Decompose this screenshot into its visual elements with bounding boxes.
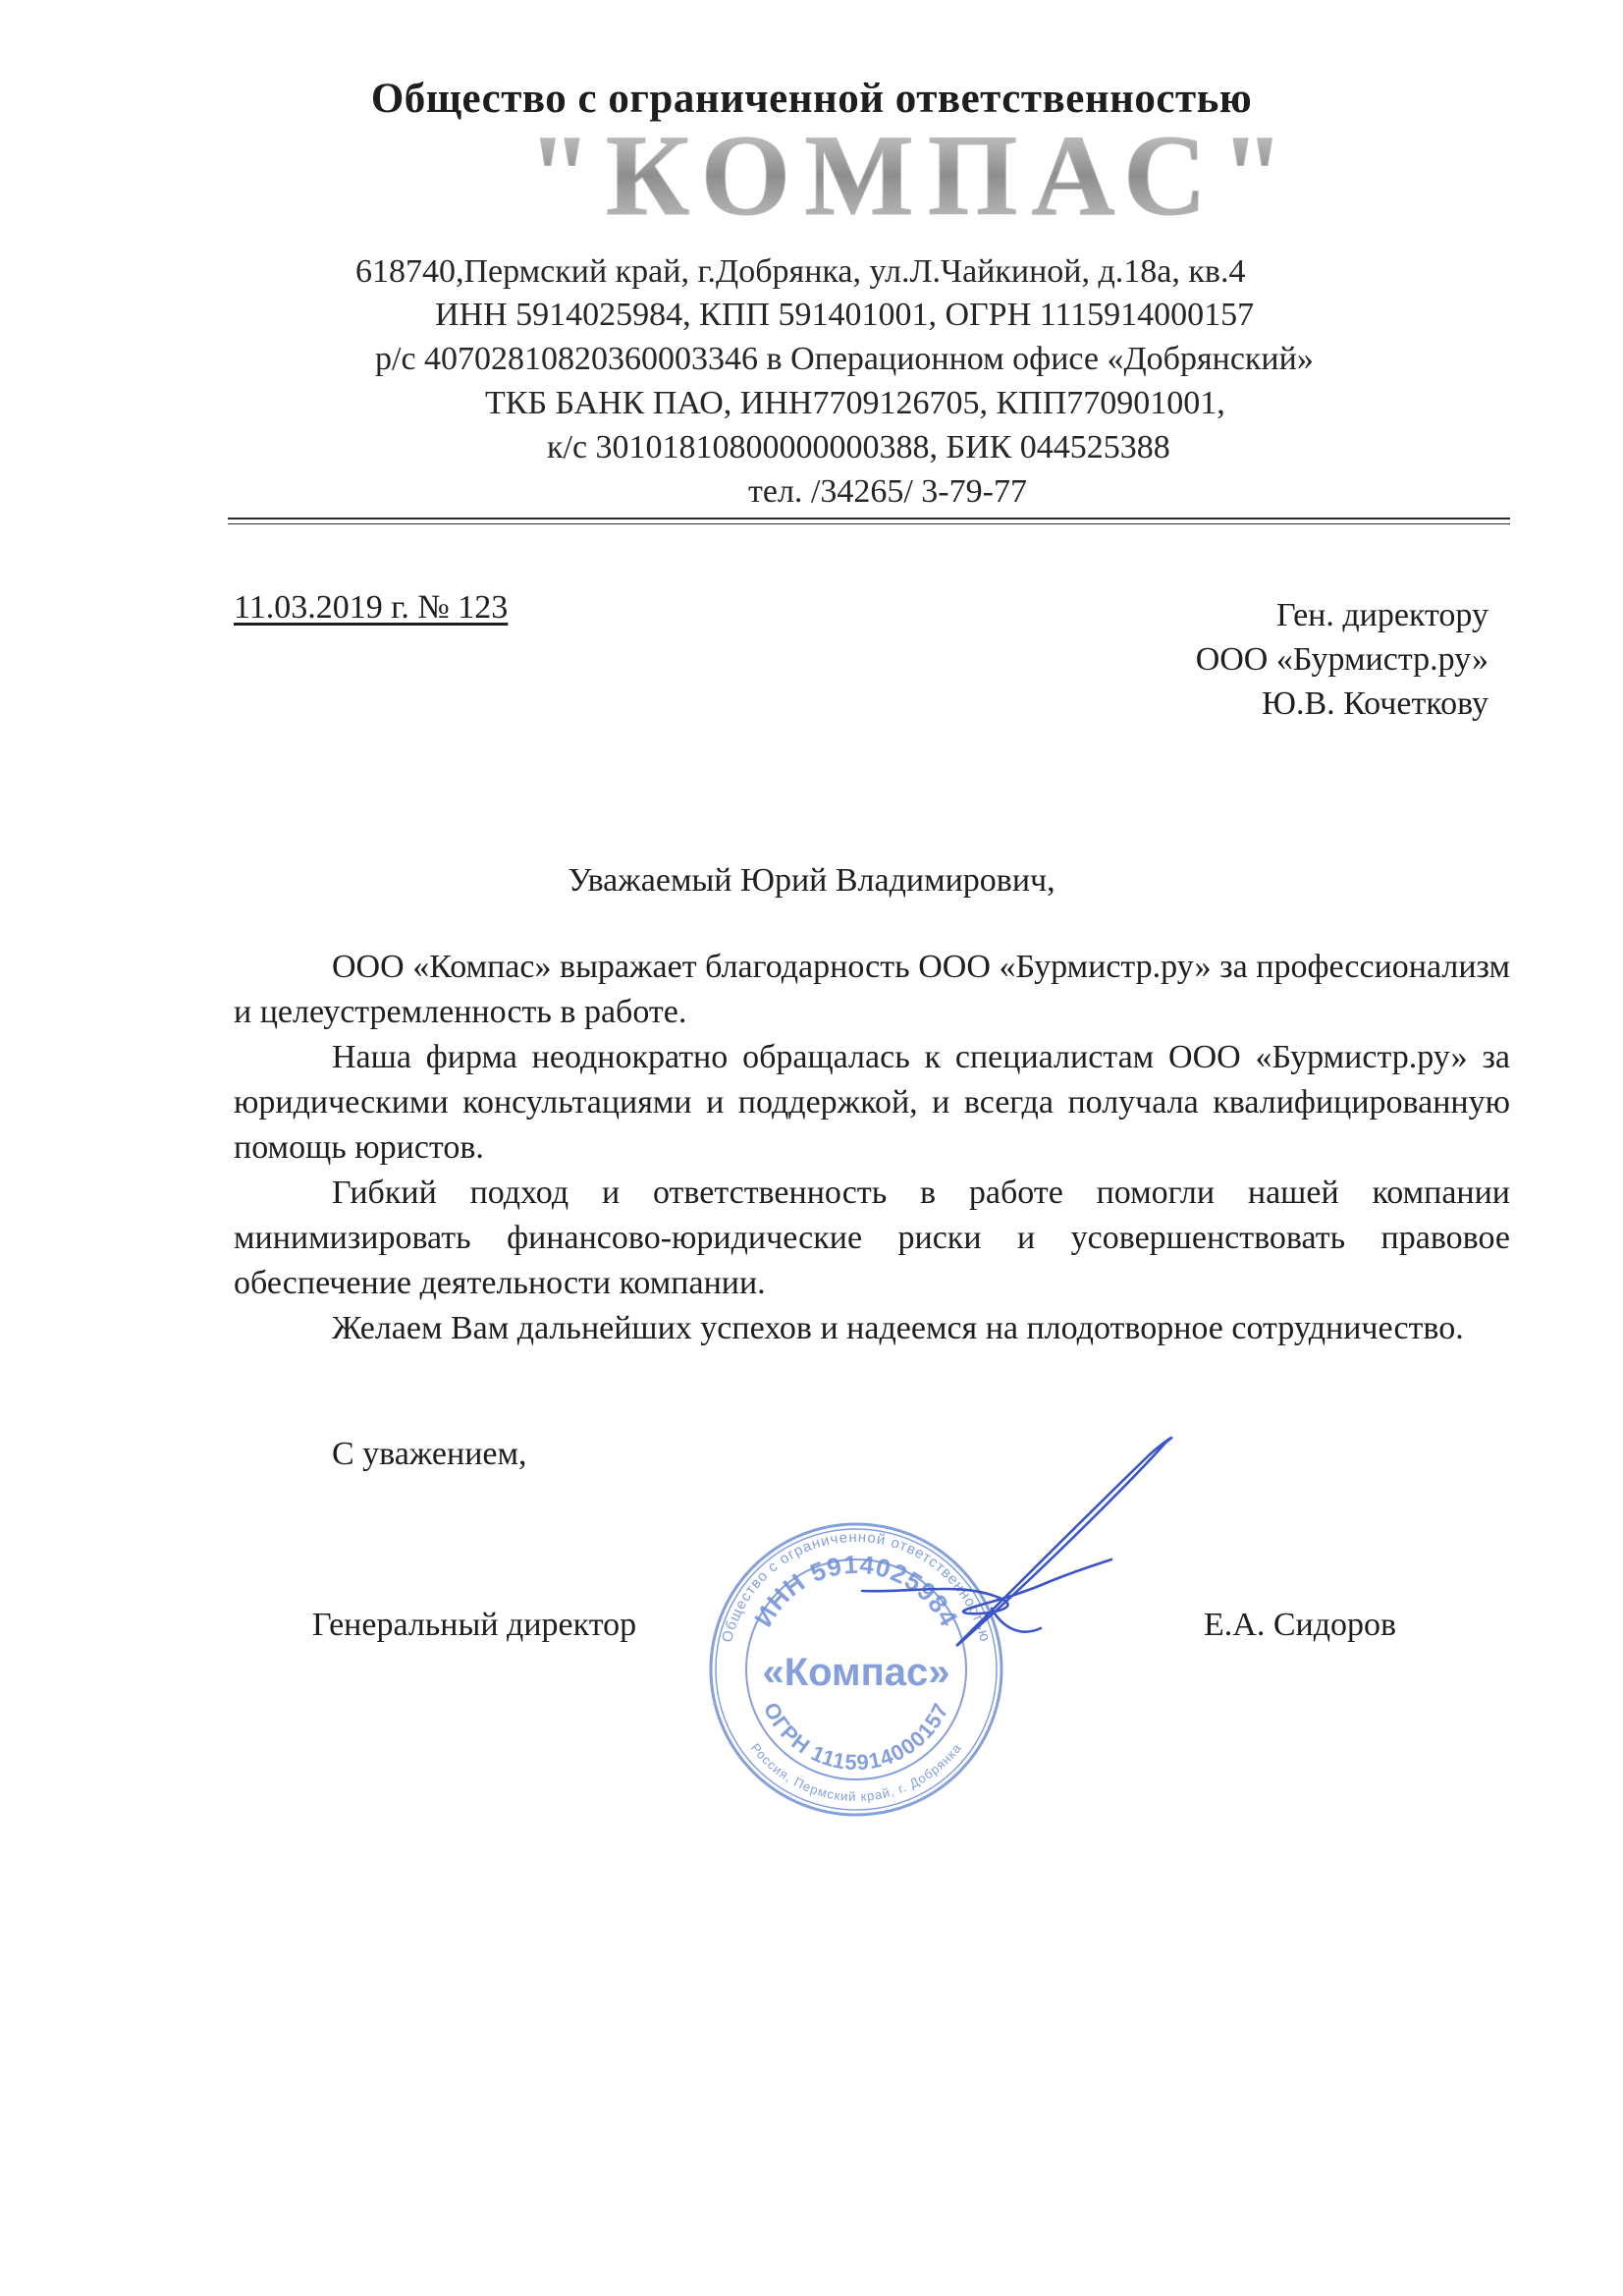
requisites-inn: ИНН 5914025984, КПП 591401001, ОГРН 1115914000157 xyxy=(435,297,1255,333)
signatory-name: Е.А. Сидоров xyxy=(1204,1607,1397,1643)
addressee-position: Ген. директору xyxy=(1276,597,1488,633)
letterhead-divider xyxy=(228,518,1510,519)
body-paragraph: Желаем Вам дальнейших успехов и надеемся на плодотворное сотрудничество. xyxy=(332,1310,1464,1346)
salutation: Уважаемый Юрий Владимирович, xyxy=(568,862,1055,899)
svg-text:«Компас»: «Компас» xyxy=(762,1651,950,1694)
requisites-bank: ТКБ БАНК ПАО, ИНН7709126705, КПП770901001, xyxy=(485,385,1225,421)
brand-logo-text: "КОМПАС" xyxy=(527,118,1299,236)
document-date-number: 11.03.2019 г. № 123 xyxy=(234,589,509,626)
svg-text:ИНН 5914025984: ИНН 5914025984 xyxy=(748,1549,965,1632)
closing-phrase: С уважением, xyxy=(332,1436,527,1472)
svg-text:Общество с ограниченной ответс: Общество с ограниченной ответственностью xyxy=(719,1528,994,1645)
svg-text:Россия, Пермский край, г. Добр: Россия, Пермский край, г. Добрянка xyxy=(747,1740,965,1805)
letterhead-divider-thin xyxy=(228,523,1510,524)
company-type-heading: Общество с ограниченной ответственностью xyxy=(370,76,1253,122)
requisites-corr-account: к/с 30101810800000000388, БИК 044525388 xyxy=(547,429,1170,465)
requisites-account: р/с 40702810820360003346 в Операционном офисе «Добрянский» xyxy=(375,341,1314,377)
letter-body xyxy=(234,945,1510,1351)
requisites-phone: тел. /34265/ 3-79-77 xyxy=(748,473,1027,510)
addressee-company: ООО «Бурмистр.ру» xyxy=(1195,641,1488,678)
requisites-address: 618740,Пермский край, г.Добрянка, ул.Л.Чайкиной, д.18а, кв.4 xyxy=(355,253,1246,290)
svg-text:ОГРН 1115914000157: ОГРН 1115914000157 xyxy=(758,1698,954,1776)
addressee-name: Ю.В. Кочеткову xyxy=(1262,685,1488,722)
body-paragraph: Наша фирма неоднократно обращалась к специалистам ООО «Бурмистр.ру» за юридическими консультациями и поддержкой, и всегда получала квалифицированную помощь юристов. xyxy=(234,1039,1510,1166)
company-brand-logo xyxy=(452,118,1375,236)
body-paragraph: Гибкий подход и ответственность в работе помогли нашей компании минимизировать финансово-юридические риски и усовершенствовать правовое обеспечение деятельности компании. xyxy=(234,1175,1510,1301)
body-paragraph: ООО «Компас» выражает благодарность ООО «Бурмистр.ру» за профессионализм и целеустремленность в работе. xyxy=(234,949,1510,1030)
signatory-title: Генеральный директор xyxy=(312,1607,637,1643)
handwritten-signature xyxy=(854,1434,1188,1669)
